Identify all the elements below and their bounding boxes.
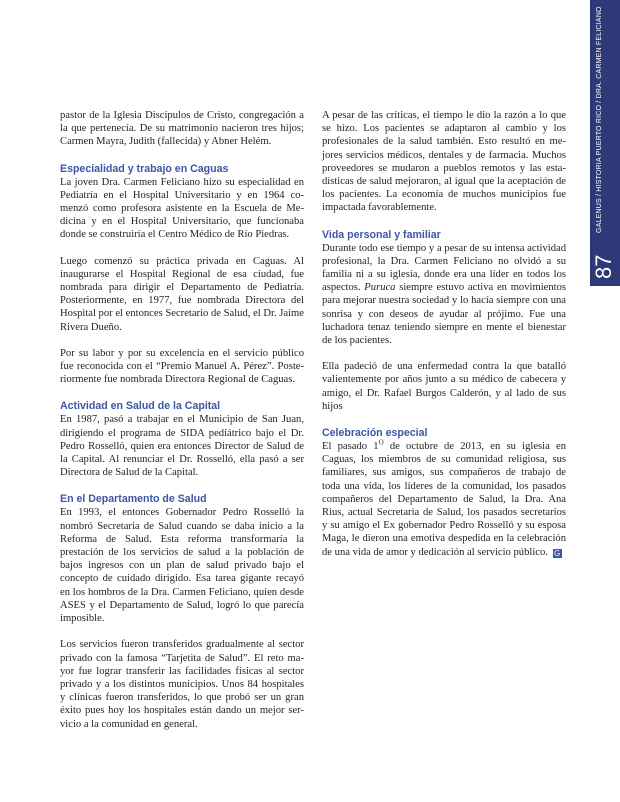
vida-text-b: siempre estuvo activa en movimientos para mejorar nuestra sociedad y lo hacía siempre con una sonrisa y con deseos de ayudar al prójimo. Fue una luchadora tenaz teniendo siempre en mente el bienestar de los pacientes. [322,282,567,347]
vida-text-a: Durante todo ese tiempo y a pesar de su intensa actividad profesional, la Dra. Carmen Feliciano no olvidó a su familia ni a su iglesia, donde era una líder en todos los aspectos. [322,242,566,294]
right-column [322,109,566,572]
vida-nickname: Puruca [364,282,396,294]
paragraph-practica-privada: Luego comenzó su práctica privada en Caguas. Al inaugurarse el Hospital Regional de esa ciudad, fue nombrada para dirigir el Departamento de Pediatría. Posteriormente, en 1977, fue nombrada Directora del Hospital por el entonces Secretario de Salud, el Dr. Jaime Rivera Dueño. [60,255,304,333]
paragraph-servicios-transferidos: Los servicios fueron transferidos gradualmente al sector privado con la famosa “Tarjetita de Salud”. El reto ma-yor fue lograr transferir las facilidades físicas al sector privado y a los distintos municipios. Unos 84 hospitales y clínicas fueron transferidos, lo que probó ser un gran éxito pues hoy los hospitales están dando un mejor ser-vicio a la comunidad en general. [60,639,304,730]
celebracion-text-b: de octubre de 2013, en su iglesia en Caguas, los miembros de su comunidad religiosa, sus familiares, sus amigos, sus compañeros de trabajo de toda una vida, los líderes de la comunidad, los pasados compañeros del Departamento de Salud, la Dra. Ana Rius, actual Secretaria de Salud, los pasados secretarios y su amigo el Ex gobernador Pedro Rosselló y su esposa Maga, le dieron una emotiva despedida en la celebración de una vida de amor y dedicación al servicio público. [322,441,566,558]
heading-especialidad: Especialidad y trabajo en Caguas [60,162,229,175]
heading-celebracion: Celebración especial [322,427,428,440]
paragraph-premio: Por su labor y por su excelencia en el servicio público fue reconocida con el “Premio Manuel A. Pérez”. Poste-riormente fue nombrada Directora Regional de Caguas. [60,347,304,386]
paragraph-celebracion [322,440,566,559]
heading-vida-personal: Vida personal y familiar [322,228,441,241]
heading-departamento-salud: En el Departamento de Salud [60,493,207,506]
paragraph-actividad-capital: En 1987, pasó a trabajar en el Municipio de San Juan, dirigiendo el programa de SIDA pediátrico bajo el Dr. Pedro Rosselló, quien era entonces Director de Salud de la Capital. Al renunciar el Dr. Rosselló, ella pasó a ser Directora de Salud de la Capital. [60,414,304,479]
page-number: 87 [591,254,616,279]
left-column [60,109,304,744]
paragraph-criticas: A pesar de las críticas, el tiempo le dio la razón a lo que se hizo. Los pacientes se adaptaron al cambio y los profesionales de la salud también. Esto resultó en me-jores servicios médicos, dentales y de farmacia. Muchos proveedores se mudaron a pueblos remotos y las esta-dísticas de salud mejoraron, al igual que la aceptación de los pacientes. La economía de muchos municipios fue impactada favorablemente. [322,110,566,214]
paragraph-intro: pastor de la Iglesia Discípulos de Cristo, congregación a la que pertenecía. De su matrimonio nacieron tres hijos; Carmen Mayra, Judith (fallecida) y Abner Helém. [60,110,304,148]
celebracion-text-a: El pasado 1 [322,441,379,453]
paragraph-especialidad: La joven Dra. Carmen Feliciano hizo su especialidad en Pediatría en el Hospital Universitario y en 1964 co-menzó como profesora asistente en la Escuela de Me-dicina y en el Hospital Universitario, que funcionaba donde se construiría el Centro Médico de Río Piedras. [60,176,304,241]
heading-actividad-capital: Actividad en Salud de la Capital [60,400,221,413]
paragraph-departamento-salud: En 1993, el entonces Gobernador Pedro Rosselló la nombró Secretaria de Salud cuando se daba inicio a la Reforma de Salud. Esta reforma transformaría la prestación de los servicios de salud a la población de bajos ingresos con un plan de salud privado bajo el concepto de cuidado dirigido. Esa tarea gigante recayó en los hombros de la Dra. Carmen Feliciano, quien desde ASES y el Departamento de Salud, logró lo que parecía imposible. [60,507,304,625]
running-header: GALENUS / HISTORIA PUERTO RICO / DRA. CARMEN FELICIANO [596,6,603,233]
end-mark-icon: G [553,548,561,558]
ordinal-superscript: O [378,438,384,447]
paragraph-enfermedad: Ella padeció de una enfermedad contra la que batalló valientemente por años junto a su médico de cabecera y amigo, el Dr. Rafael Burgos Calderón, y al lado de sus hijos [322,361,566,412]
paragraph-vida-personal [322,242,566,348]
